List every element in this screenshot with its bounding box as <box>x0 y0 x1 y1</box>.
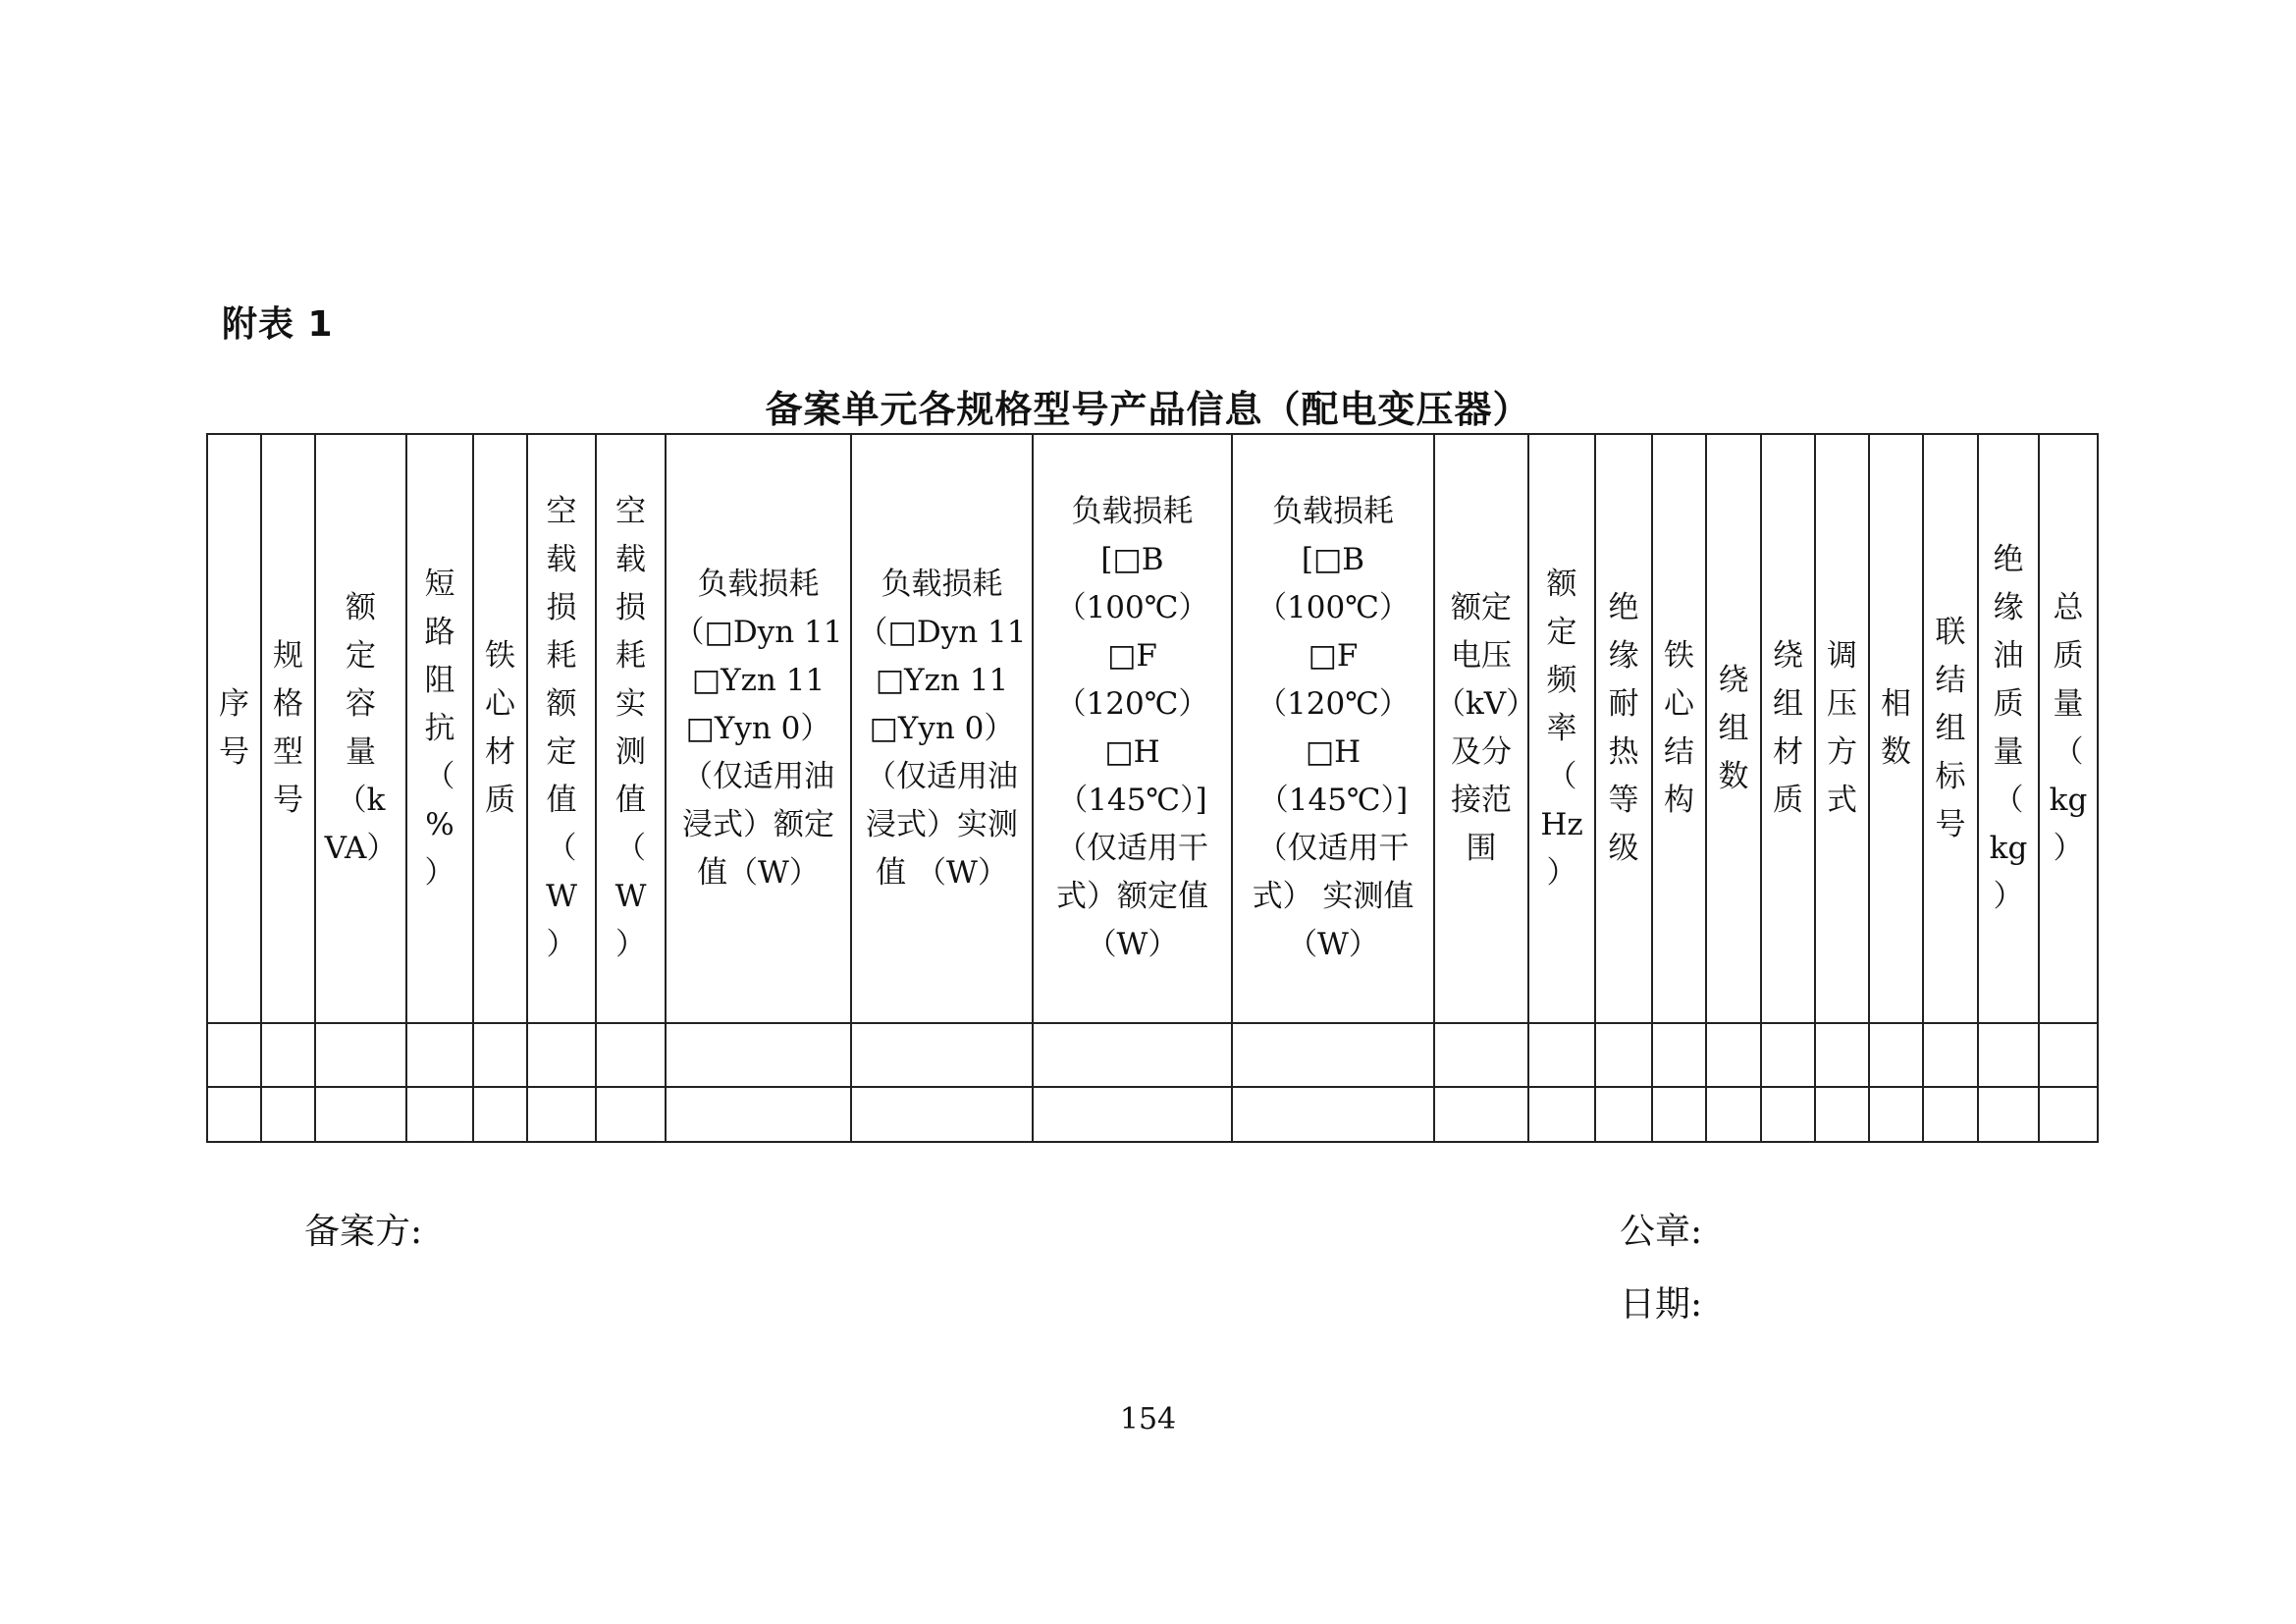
table-cell[interactable] <box>261 1087 315 1142</box>
table-row <box>207 1023 2098 1087</box>
col-header-short-circuit-impedance: 短 路 阻 抗 （ % ） <box>406 434 473 1023</box>
table-cell[interactable] <box>1232 1023 1434 1087</box>
col-header-no-load-loss-rated: 空 载 损 耗 额 定 值 （ W ） <box>527 434 596 1023</box>
product-spec-table <box>206 433 2099 1143</box>
filer-label: 备案方: <box>304 1212 423 1252</box>
table-cell[interactable] <box>851 1023 1033 1087</box>
table-cell[interactable] <box>406 1023 473 1087</box>
table-cell[interactable] <box>261 1023 315 1087</box>
table-cell[interactable] <box>1595 1023 1652 1087</box>
col-header-core-material: 铁 心 材 质 <box>473 434 527 1023</box>
col-header-load-loss-oil-rated: 负载损耗 （□Dyn 11 □Yzn 11 □Yyn 0） （仅适用油 浸式）额定 值（W） <box>666 434 851 1023</box>
date-label: 日期: <box>1620 1284 1703 1325</box>
col-header-insulating-oil-mass: 绝 缘 油 质 量 （ kg ） <box>1978 434 2039 1023</box>
table-cell[interactable] <box>1033 1087 1232 1142</box>
table-cell[interactable] <box>1652 1023 1706 1087</box>
table-cell[interactable] <box>315 1087 406 1142</box>
appendix-label: 附表 1 <box>222 304 334 345</box>
col-header-tap-method: 调 压 方 式 <box>1815 434 1869 1023</box>
table-cell[interactable] <box>473 1023 527 1087</box>
table-cell[interactable] <box>1528 1023 1595 1087</box>
table-cell[interactable] <box>527 1023 596 1087</box>
table-cell[interactable] <box>1232 1087 1434 1142</box>
col-header-winding-material: 绕 组 材 质 <box>1761 434 1815 1023</box>
header-row <box>207 434 2098 1023</box>
table-cell[interactable] <box>1978 1087 2039 1142</box>
table-cell[interactable] <box>1528 1087 1595 1142</box>
col-header-total-mass: 总 质 量 （ kg ） <box>2039 434 2098 1023</box>
table-cell[interactable] <box>666 1023 851 1087</box>
table-cell[interactable] <box>1923 1087 1978 1142</box>
table-cell[interactable] <box>2039 1087 2098 1142</box>
col-header-vector-group: 联 结 组 标 号 <box>1923 434 1978 1023</box>
table-cell[interactable] <box>1869 1023 1923 1087</box>
table-cell[interactable] <box>1923 1023 1978 1087</box>
table-cell[interactable] <box>666 1087 851 1142</box>
col-header-load-loss-dry-measured: 负载损耗 [□B（100℃） □F（120℃） □H（145℃）] （仅适用干 式） 实测值 （W） <box>1232 434 1434 1023</box>
page-number: 154 <box>1119 1402 1177 1436</box>
col-header-rated-frequency: 额 定 频 率 （ Hz ） <box>1528 434 1595 1023</box>
table-cell[interactable] <box>207 1023 261 1087</box>
table-row <box>207 1087 2098 1142</box>
table-cell[interactable] <box>1761 1087 1815 1142</box>
col-header-model: 规 格 型 号 <box>261 434 315 1023</box>
table-cell[interactable] <box>1815 1087 1869 1142</box>
col-header-phase-count: 相 数 <box>1869 434 1923 1023</box>
table-cell[interactable] <box>1652 1087 1706 1142</box>
table-cell[interactable] <box>1595 1087 1652 1142</box>
table-cell[interactable] <box>1706 1087 1761 1142</box>
col-header-winding-count: 绕 组 数 <box>1706 434 1761 1023</box>
table-cell[interactable] <box>1434 1087 1528 1142</box>
col-header-load-loss-dry-rated: 负载损耗 [□B（100℃） □F（120℃） □H（145℃）] （仅适用干 式）额定值 （W） <box>1033 434 1232 1023</box>
table-cell[interactable] <box>1815 1023 1869 1087</box>
col-header-insulation-class: 绝 缘 耐 热 等 级 <box>1595 434 1652 1023</box>
table-cell[interactable] <box>1706 1023 1761 1087</box>
col-header-core-structure: 铁 心 结 构 <box>1652 434 1706 1023</box>
seal-label: 公章: <box>1620 1212 1703 1252</box>
table-cell[interactable] <box>315 1023 406 1087</box>
table-cell[interactable] <box>527 1087 596 1142</box>
table-title: 备案单元各规格型号产品信息（配电变压器） <box>765 388 1531 431</box>
table-cell[interactable] <box>851 1087 1033 1142</box>
table-cell[interactable] <box>1761 1023 1815 1087</box>
table-cell[interactable] <box>473 1087 527 1142</box>
table-cell[interactable] <box>596 1023 666 1087</box>
table-cell[interactable] <box>2039 1023 2098 1087</box>
table-cell[interactable] <box>207 1087 261 1142</box>
table-cell[interactable] <box>1978 1023 2039 1087</box>
table-cell[interactable] <box>406 1087 473 1142</box>
col-header-seq: 序 号 <box>207 434 261 1023</box>
col-header-rated-capacity: 额 定 容 量 （k VA） <box>315 434 406 1023</box>
col-header-rated-voltage: 额定 电压 （kV） 及分 接范 围 <box>1434 434 1528 1023</box>
table-cell[interactable] <box>1033 1023 1232 1087</box>
col-header-load-loss-oil-measured: 负载损耗 （□Dyn 11 □Yzn 11 □Yyn 0） （仅适用油 浸式）实测 值 （W） <box>851 434 1033 1023</box>
table-cell[interactable] <box>1434 1023 1528 1087</box>
table-cell[interactable] <box>596 1087 666 1142</box>
table-cell[interactable] <box>1869 1087 1923 1142</box>
col-header-no-load-loss-measured: 空 载 损 耗 实 测 值 （ W ） <box>596 434 666 1023</box>
